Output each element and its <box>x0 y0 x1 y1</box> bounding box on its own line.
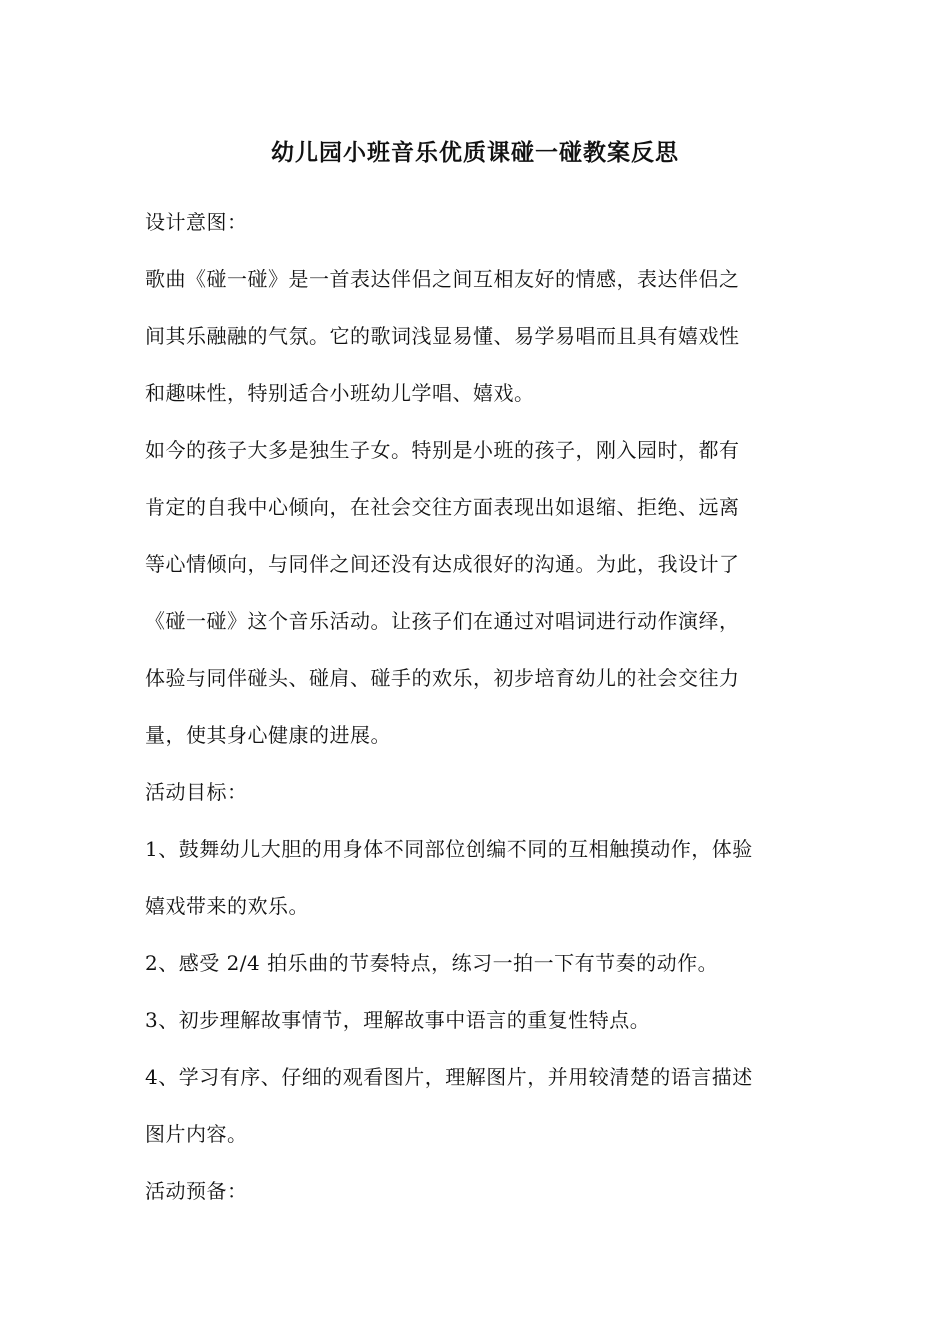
paragraph-line: 肯定的自我中心倾向，在社会交往方面表现出如退缩、拒绝、远离 <box>145 495 740 519</box>
paragraph-line: 量，使其身心健康的进展。 <box>145 723 391 747</box>
paragraph-line: 《碰一碰》这个音乐活动。让孩子们在通过对唱词进行动作演绎， <box>145 609 740 633</box>
list-item: 3、初步理解故事情节，理解故事中语言的重复性特点。 <box>145 1008 651 1032</box>
document-title: 幼儿园小班音乐优质课碰一碰教案反思 <box>271 139 679 166</box>
list-item: 2、感受 2/4 拍乐曲的节奏特点，练习一拍一下有节奏的动作。 <box>145 951 719 975</box>
list-item-continuation: 图片内容。 <box>145 1122 248 1146</box>
section-heading-design-intent: 设计意图： <box>145 210 248 234</box>
paragraph-line: 如今的孩子大多是独生子女。特别是小班的孩子，刚入园时，都有 <box>145 438 740 462</box>
section-heading-activity-preparation: 活动预备： <box>145 1179 248 1203</box>
paragraph-line: 等心情倾向，与同伴之间还没有达成很好的沟通。为此，我设计了 <box>145 552 740 576</box>
paragraph-line: 间其乐融融的气氛。它的歌词浅显易懂、易学易唱而且具有嬉戏性 <box>145 324 740 348</box>
list-item-continuation: 嬉戏带来的欢乐。 <box>145 894 309 918</box>
paragraph-line: 体验与同伴碰头、碰肩、碰手的欢乐，初步培育幼儿的社会交往力 <box>145 666 740 690</box>
paragraph-line: 和趣味性，特别适合小班幼儿学唱、嬉戏。 <box>145 381 535 405</box>
paragraph-line: 歌曲《碰一碰》是一首表达伴侣之间互相友好的情感，表达伴侣之 <box>145 267 740 291</box>
section-heading-activity-goals: 活动目标： <box>145 780 248 804</box>
list-item: 1、鼓舞幼儿大胆的用身体不同部位创编不同的互相触摸动作，体验 <box>145 837 753 861</box>
list-item: 4、学习有序、仔细的观看图片，理解图片，并用较清楚的语言描述 <box>145 1065 753 1089</box>
